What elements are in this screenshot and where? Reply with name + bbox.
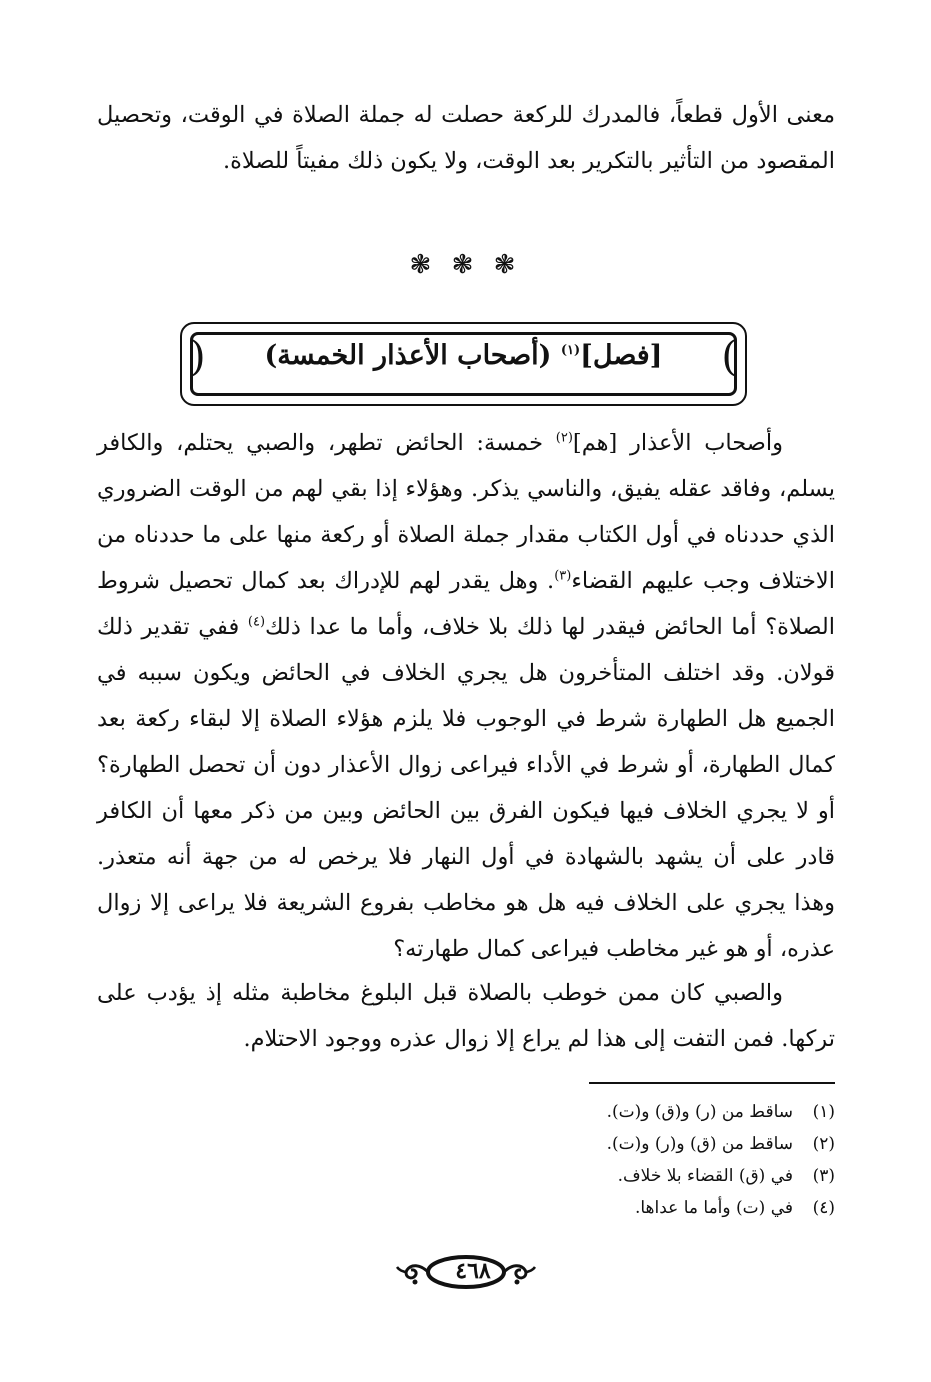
footnote-item <box>335 1160 835 1192</box>
heading-title: (أصحاب الأعذار الخمسة) <box>264 340 552 371</box>
main-paragraph <box>97 420 835 972</box>
page-number: ٤٦٨ <box>455 1258 491 1284</box>
footnote-divider <box>589 1082 835 1084</box>
heading-prefix: [فصل] <box>580 340 663 371</box>
footnote-item <box>335 1128 835 1160</box>
footnote-ref-4[interactable]: (٤) <box>247 614 266 630</box>
p1-segment-4: ففي تقدير ذلك قولان. وقد اختلف المتأخرون هل يجري الخلاف في الحائض ويكون سببه في الجميع هل الطهارة شرط في الوجوب فلا يلزم هؤلاء الصلاة إلا لبقاء ركعة بعد كمال الطهارة، أو شرط في الأداء فيراعى زوال الأعذار دون أن تحصل الطهارة؟ أو لا يجري الخلاف فيها فيكون الفرق بين الحائض وبين من ذكر معها أن الكافر قادر على أن يشهد بالشهادة في أول النهار فلا يرخص له من جهة أنه متعذر. وهذا يجري على الخلاف فيه هل هو مخاطب بفروع الشريعة فلا يراعى إلا زوال عذره، أو هو غير مخاطب فيراعى كمال طهارته؟ <box>97 614 835 962</box>
footnote-item <box>335 1192 835 1224</box>
section-separator: ❃ ❃ ❃ <box>409 250 522 280</box>
footnote-number: (٣) <box>812 1166 835 1186</box>
p1-segment-1: وأصحاب الأعذار [هم] <box>572 430 783 456</box>
footnote-number: (٤) <box>812 1198 835 1218</box>
footnote-text: ساقط من (ق) و(ر) و(ت). <box>606 1134 793 1154</box>
p1-segment-3: . وهل يقدر لهم للإدراك بعد كمال تحصيل شروط الصلاة؟ أما الحائض فيقدر لها ذلك بلا خلاف، وأما ما عدا ذلك <box>97 568 835 640</box>
p1-segment-2: خمسة: الحائض تطهر، والصبي يحتلم، والكافر يسلم، وفاقد عقله يفيق، والناسي يذكر. وهؤلاء إذا بقي لهم من الوقت الضروري الذي حددناه في أول الكتاب مقدار جملة الصلاة أو ركعة منها على ما حددناه من الاختلاف وجب عليهم القضاء <box>97 430 835 594</box>
footnote-text: ساقط من (ر) و(ق) و(ت). <box>606 1102 793 1122</box>
second-paragraph: والصبي كان ممن خوطب بالصلاة قبل البلوغ مخاطبة مثله إذ يؤدب على تركها. فمن التفت إلى هذا لم يراع إلا زوال عذره ووجود الاحتلام. <box>97 980 835 1052</box>
footnote-ref-2[interactable]: (٢) <box>555 430 573 446</box>
footnotes-list <box>335 1096 835 1224</box>
footnote-text: في (ق) القضاء بلا خلاف. <box>617 1166 793 1186</box>
section-heading <box>182 338 745 374</box>
footnote-number: (٢) <box>812 1134 835 1154</box>
footnote-ref-3[interactable]: (٣) <box>554 568 572 584</box>
frame-right-bracket: ) <box>721 334 737 380</box>
footnote-item <box>335 1096 835 1128</box>
footnote-number: (١) <box>812 1102 835 1122</box>
frame-left-bracket: ( <box>190 334 206 380</box>
page-number-ornament <box>0 1250 931 1294</box>
section-heading-frame <box>180 322 747 406</box>
footnote-ref-1[interactable]: (١) <box>560 343 581 358</box>
footnote-text: في (ت) وأما ما عداها. <box>634 1198 793 1218</box>
intro-paragraph: معنى الأول قطعاً، فالمدرك للركعة حصلت له جملة الصلاة في الوقت، وتحصيل المقصود من التأثير بالتكرير بعد الوقت، ولا يكون ذلك مفيتاً للصلاة. <box>97 102 835 174</box>
